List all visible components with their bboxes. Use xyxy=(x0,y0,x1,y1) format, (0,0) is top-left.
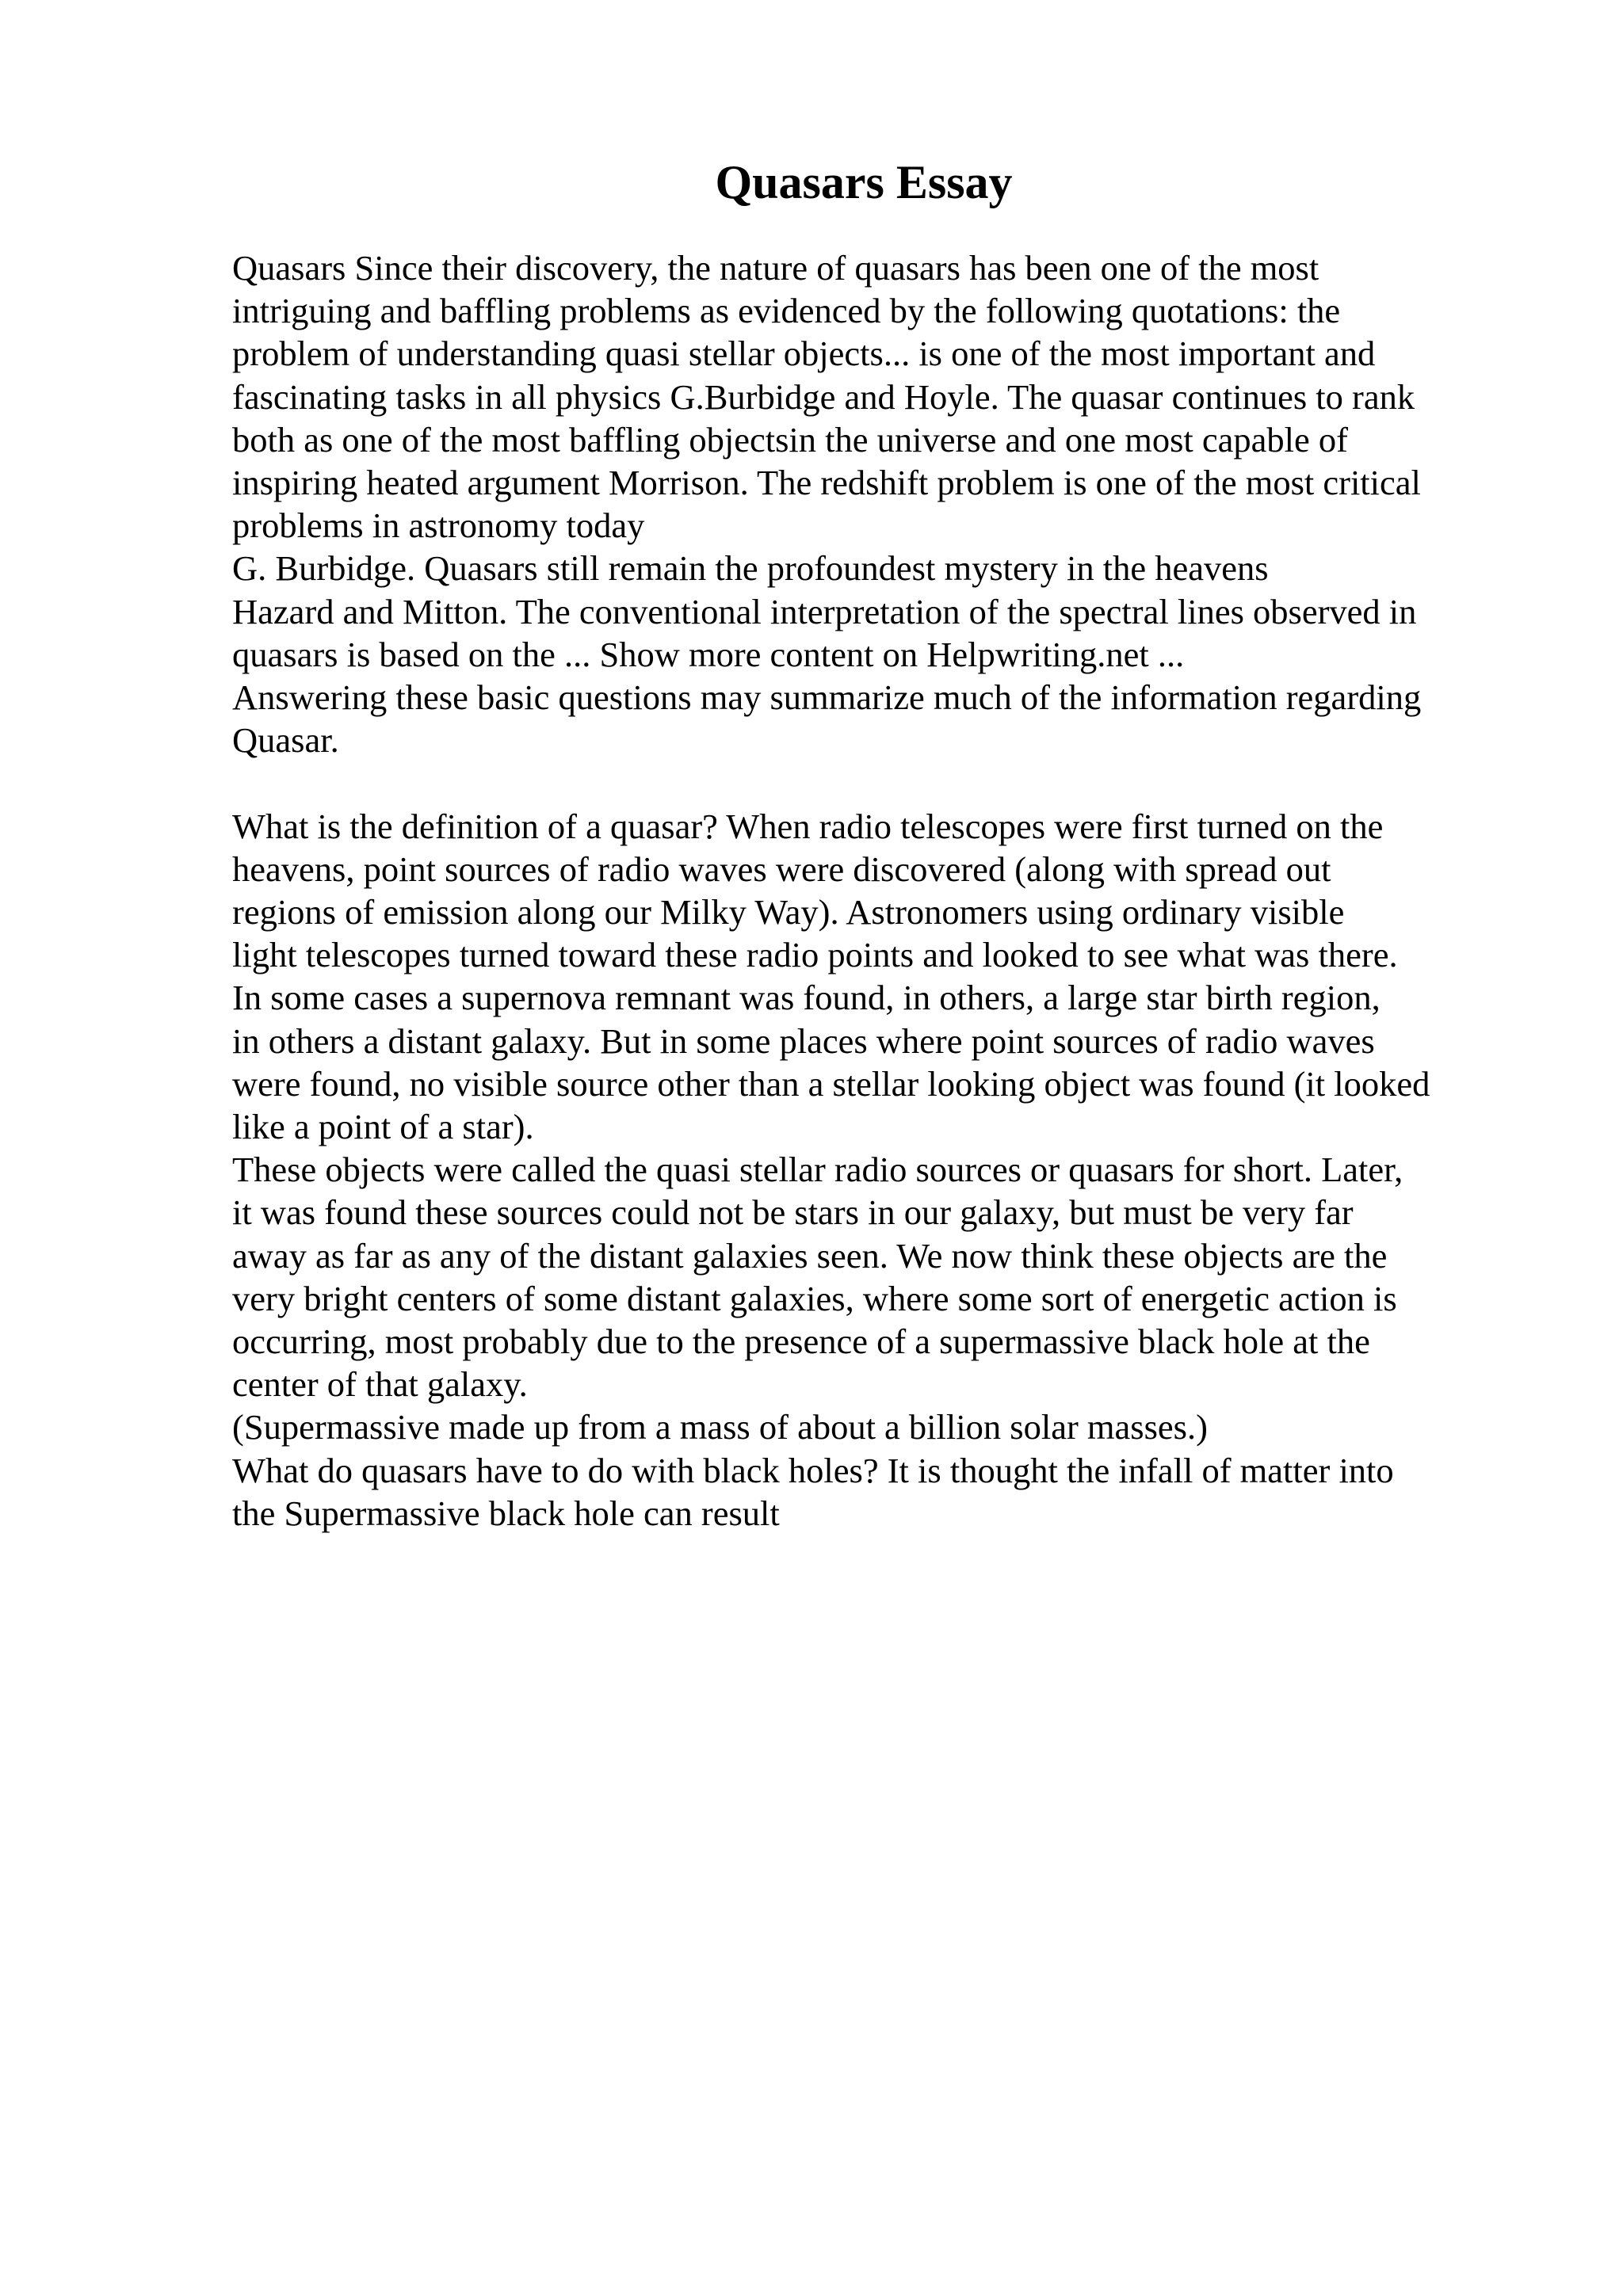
text-line: In some cases a supernova remnant was found, in others, a large star birth region, xyxy=(232,978,1381,1018)
text-line: light telescopes turned toward these radio points and looked to see what was there. xyxy=(232,935,1398,975)
text-line: very bright centers of some distant galaxies, where some sort of energetic action is xyxy=(232,1278,1397,1318)
text-line: the Supermassive black hole can result xyxy=(232,1493,780,1533)
text-line: away as far as any of the distant galaxies seen. We now think these objects are the xyxy=(232,1235,1388,1276)
text-line: center of that galaxy. xyxy=(232,1364,528,1405)
text-line: Answering these basic questions may summarize much of the information regarding xyxy=(232,677,1422,718)
text-line: inspiring heated argument Morrison. The redshift problem is one of the most critical xyxy=(232,463,1421,503)
text-line: both as one of the most baffling objectsin the universe and one most capable of xyxy=(232,419,1348,460)
document-body xyxy=(232,246,1492,1535)
text-line: Quasar. xyxy=(232,720,339,761)
text-line: it was found these sources could not be stars in our galaxy, but must be very far xyxy=(232,1192,1354,1233)
text-line: problems in astronomy today xyxy=(232,505,645,546)
text-line: fascinating tasks in all physics G.Burbidge and Hoyle. The quasar continues to rank xyxy=(232,376,1415,417)
document-title: Quasars Essay xyxy=(715,156,1013,208)
text-line: Hazard and Mitton. The conventional interpretation of the spectral lines observed in xyxy=(232,591,1417,631)
text-line: problem of understanding quasi stellar objects... is one of the most important and xyxy=(232,334,1376,374)
text-line: quasars is based on the ... Show more content on Helpwriting.net ... xyxy=(232,634,1185,674)
text-line: like a point of a star). xyxy=(232,1107,534,1147)
text-line: What is the definition of a quasar? When radio telescopes were first turned on the xyxy=(232,806,1384,846)
text-line: were found, no visible source other than a stellar looking object was found (it looked xyxy=(232,1063,1430,1104)
text-line: These objects were called the quasi stellar radio sources or quasars for short. Later, xyxy=(232,1150,1403,1190)
paragraph-break xyxy=(232,761,1492,804)
text-line: occurring, most probably due to the presence of a supermassive black hole at the xyxy=(232,1322,1370,1362)
text-line: G. Burbidge. Quasars still remain the profoundest mystery in the heavens xyxy=(232,548,1269,589)
text-line: What do quasars have to do with black holes? It is thought the infall of matter into xyxy=(232,1450,1394,1490)
text-line: intriguing and baffling problems as evidenced by the following quotations: the xyxy=(232,291,1341,331)
text-line: Quasars Since their discovery, the nature of quasars has been one of the most xyxy=(232,248,1319,288)
text-line: regions of emission along our Milky Way). Astronomers using ordinary visible xyxy=(232,892,1345,933)
text-line: heavens, point sources of radio waves were discovered (along with spread out xyxy=(232,849,1331,889)
text-line: in others a distant galaxy. But in some places where point sources of radio waves xyxy=(232,1020,1375,1061)
text-line: (Supermassive made up from a mass of about a billion solar masses.) xyxy=(232,1407,1208,1447)
